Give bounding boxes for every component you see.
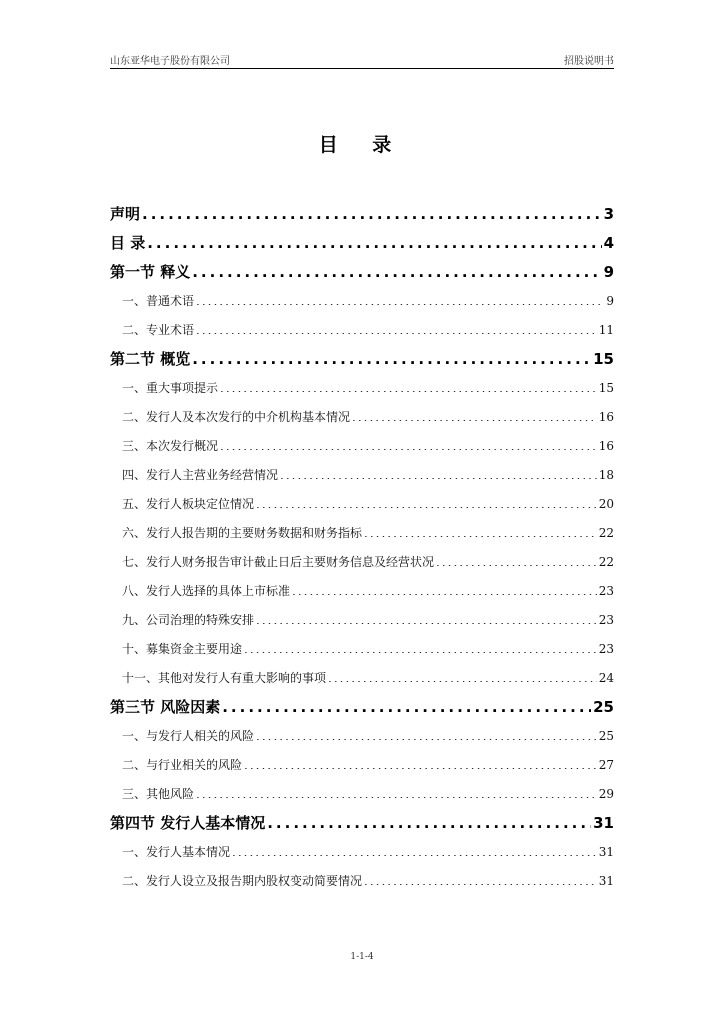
toc-section-entry[interactable] — [110, 345, 614, 374]
toc-leader-dots — [232, 855, 597, 867]
toc-entry-title: 第一节 释义 — [110, 263, 191, 281]
toc-subsection-entry[interactable] — [110, 867, 614, 896]
toc-subsection-entry[interactable] — [110, 722, 614, 751]
toc-entry-title: 三、其他风险 — [122, 787, 195, 801]
toc-leader-dots — [220, 449, 597, 461]
page-header — [110, 52, 614, 69]
toc-page-number: 25 — [598, 729, 614, 743]
toc-page-number: 11 — [598, 323, 614, 337]
toc-entry-title: 一、发行人基本情况 — [122, 845, 231, 859]
toc-leader-dots — [267, 823, 591, 838]
toc-entry-title: 二、发行人及本次发行的中介机构基本情况 — [122, 410, 351, 424]
toc-entry-title: 二、与行业相关的风险 — [122, 758, 243, 772]
toc-page-number: 22 — [598, 526, 614, 540]
toc-subsection-entry[interactable] — [110, 403, 614, 432]
toc-subsection-entry[interactable] — [110, 374, 614, 403]
toc-entry-title: 第二节 概览 — [110, 350, 191, 368]
toc-leader-dots — [256, 739, 597, 751]
toc-subsection-entry[interactable] — [110, 490, 614, 519]
toc-leader-dots — [192, 359, 591, 374]
toc-subsection-entry[interactable] — [110, 287, 614, 316]
toc-entry-title: 十一、其他对发行人有重大影响的事项 — [122, 671, 327, 685]
toc-subsection-entry[interactable] — [110, 838, 614, 867]
toc-entry-title: 九、公司治理的特殊安排 — [122, 613, 255, 627]
toc-page-number: 29 — [598, 787, 614, 801]
page-number: 1-1-4 — [350, 952, 374, 962]
toc-section-entry[interactable] — [110, 258, 614, 287]
toc-page-number: 23 — [598, 642, 614, 656]
toc-entry-title: 八、发行人选择的具体上市标准 — [122, 584, 291, 598]
toc-page-number: 23 — [598, 584, 614, 598]
toc-leader-dots — [196, 333, 597, 345]
toc-leader-dots — [244, 768, 597, 780]
toc-page-number: 22 — [598, 555, 614, 569]
toc-page-number: 31 — [593, 814, 614, 832]
toc-entry-title: 三、本次发行概况 — [122, 439, 219, 453]
toc-leader-dots — [292, 594, 597, 606]
toc-leader-dots — [196, 304, 604, 316]
toc-page-number: 16 — [598, 410, 614, 424]
toc-subsection-entry[interactable] — [110, 461, 614, 490]
toc-subsection-entry[interactable] — [110, 519, 614, 548]
toc-page-number: 9 — [603, 263, 614, 281]
toc-page-number: 31 — [598, 874, 614, 888]
toc-subsection-entry[interactable] — [110, 751, 614, 780]
toc-subsection-entry[interactable] — [110, 577, 614, 606]
toc-leader-dots — [147, 243, 601, 258]
toc-page-number: 31 — [598, 845, 614, 859]
toc-page-number: 25 — [593, 698, 614, 716]
toc-leader-dots — [352, 420, 597, 432]
toc-entry-title: 一、与发行人相关的风险 — [122, 729, 255, 743]
toc-page-number: 3 — [603, 205, 614, 223]
toc-leader-dots — [222, 707, 591, 722]
toc-section-entry[interactable] — [110, 693, 614, 722]
toc-entry-title: 六、发行人报告期的主要财务数据和财务指标 — [122, 526, 363, 540]
toc-page-number: 15 — [598, 381, 614, 395]
toc-leader-dots — [192, 272, 601, 287]
toc-section-entry[interactable] — [110, 229, 614, 258]
toc-leader-dots — [220, 391, 597, 403]
toc-page-number: 16 — [598, 439, 614, 453]
toc-entry-title: 七、发行人财务报告审计截止日后主要财务信息及经营状况 — [122, 555, 435, 569]
toc-page-number: 20 — [598, 497, 614, 511]
toc-entry-title: 五、发行人板块定位情况 — [122, 497, 255, 511]
toc-subsection-entry[interactable] — [110, 432, 614, 461]
toc-leader-dots — [256, 507, 597, 519]
toc-subsection-entry[interactable] — [110, 316, 614, 345]
toc-leader-dots — [256, 623, 597, 635]
toc-entry-title: 十、募集资金主要用途 — [122, 642, 243, 656]
toc-entry-title: 第三节 风险因素 — [110, 698, 221, 716]
toc-leader-dots — [364, 884, 597, 896]
document-type: 招股说明书 — [564, 56, 614, 67]
toc-entry-title: 二、专业术语 — [122, 323, 195, 337]
toc-page-number: 9 — [606, 294, 614, 308]
page-title: 目 录 — [318, 134, 406, 156]
toc-page-number: 4 — [603, 234, 614, 252]
toc-entry-title: 第四节 发行人基本情况 — [110, 814, 266, 832]
company-name: 山东亚华电子股份有限公司 — [110, 56, 230, 67]
toc-page-number: 23 — [598, 613, 614, 627]
toc-entry-title: 二、发行人设立及报告期内股权变动简要情况 — [122, 874, 363, 888]
toc-subsection-entry[interactable] — [110, 664, 614, 693]
toc-entry-title: 一、普通术语 — [122, 294, 195, 308]
toc-subsection-entry[interactable] — [110, 606, 614, 635]
toc-leader-dots — [142, 214, 602, 229]
toc-page-number: 15 — [593, 350, 614, 368]
toc-entry-title: 目 录 — [110, 234, 146, 252]
toc-section-entry[interactable] — [110, 200, 614, 229]
toc-subsection-entry[interactable] — [110, 780, 614, 809]
toc-leader-dots — [436, 565, 597, 577]
toc-leader-dots — [196, 797, 597, 809]
toc-entry-title: 声明 — [110, 205, 141, 223]
toc-subsection-entry[interactable] — [110, 548, 614, 577]
toc-page-number: 27 — [598, 758, 614, 772]
toc-leader-dots — [328, 681, 597, 693]
toc-entry-title: 四、发行人主营业务经营情况 — [122, 468, 279, 482]
toc-leader-dots — [280, 478, 597, 490]
toc-leader-dots — [364, 536, 597, 548]
table-of-contents — [110, 200, 614, 896]
toc-leader-dots — [244, 652, 597, 664]
toc-subsection-entry[interactable] — [110, 635, 614, 664]
toc-page-number: 24 — [598, 671, 614, 685]
toc-entry-title: 一、重大事项提示 — [122, 381, 219, 395]
toc-section-entry[interactable] — [110, 809, 614, 838]
toc-page-number: 18 — [598, 468, 614, 482]
